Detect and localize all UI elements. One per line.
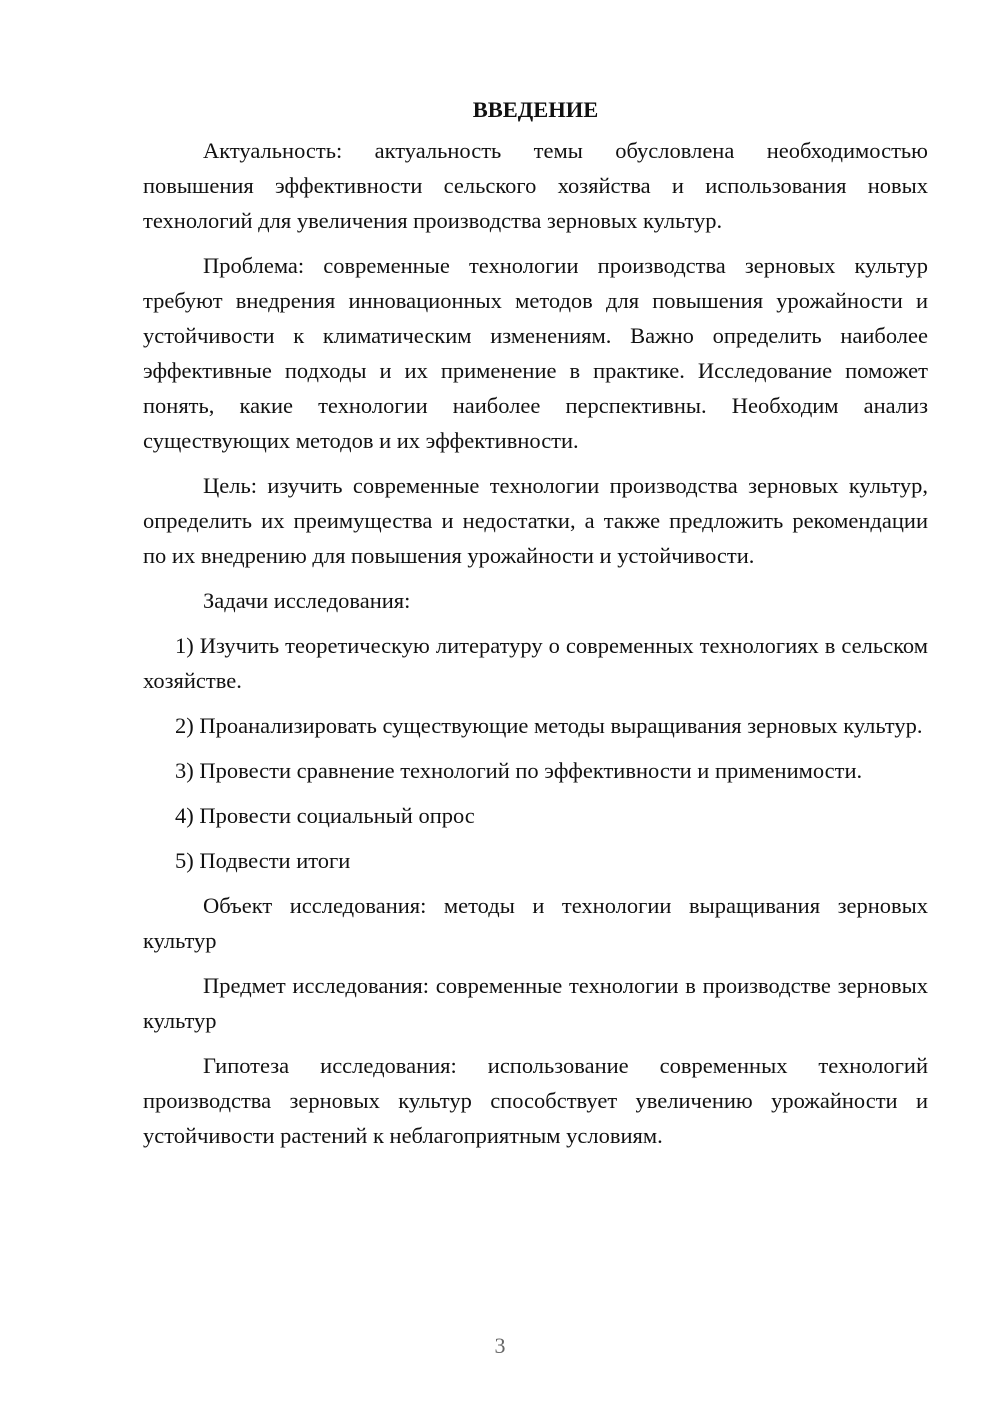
task-item-4: 4) Провести социальный опрос bbox=[175, 803, 475, 828]
page-number: 3 bbox=[494, 1333, 506, 1358]
paragraph-goal: Цель: изучить современные технологии производства зерновых культур, определить их преимущества и недостатки, а также предложить рекомендации по их внедрению для повышения урожайности и устойчивости. bbox=[143, 473, 928, 568]
paragraph-hypothesis: Гипотеза исследования: использование современных технологий производства зерновых культур способствует увеличению урожайности и устойчивости растений к неблагоприятным условиям. bbox=[143, 1053, 928, 1148]
document-page bbox=[143, 92, 928, 1163]
task-item-2: 2) Проанализировать существующие методы выращивания зерновых культур. bbox=[175, 713, 923, 738]
paragraph-problem: Проблема: современные технологии производства зерновых культур требуют внедрения инновационных методов для повышения урожайности и устойчивости к климатическим изменениям. Важно определить наиболее эффективные подходы и их применение в практике. Исследование поможет понять, какие технологии наиболее перспективны. Необходим анализ существующих методов и их эффективности. bbox=[143, 253, 928, 453]
paragraph-relevance: Актуальность: актуальность темы обусловлена необходимостью повышения эффективности сельского хозяйства и использования новых технологий для увеличения производства зерновых культур. bbox=[143, 138, 928, 233]
paragraph-tasks-heading: Задачи исследования: bbox=[203, 588, 411, 613]
paragraph-subject: Предмет исследования: современные технологии в производстве зерновых культур bbox=[143, 973, 928, 1033]
task-item-3: 3) Провести сравнение технологий по эффективности и применимости. bbox=[175, 758, 863, 783]
task-item-5: 5) Подвести итоги bbox=[175, 848, 351, 873]
task-item-1: 1) Изучить теоретическую литературу о современных технологиях в сельском хозяйстве. bbox=[143, 633, 928, 693]
paragraph-object: Объект исследования: методы и технологии выращивания зерновых культур bbox=[143, 893, 928, 953]
page-title: ВВЕДЕНИЕ bbox=[472, 97, 599, 122]
